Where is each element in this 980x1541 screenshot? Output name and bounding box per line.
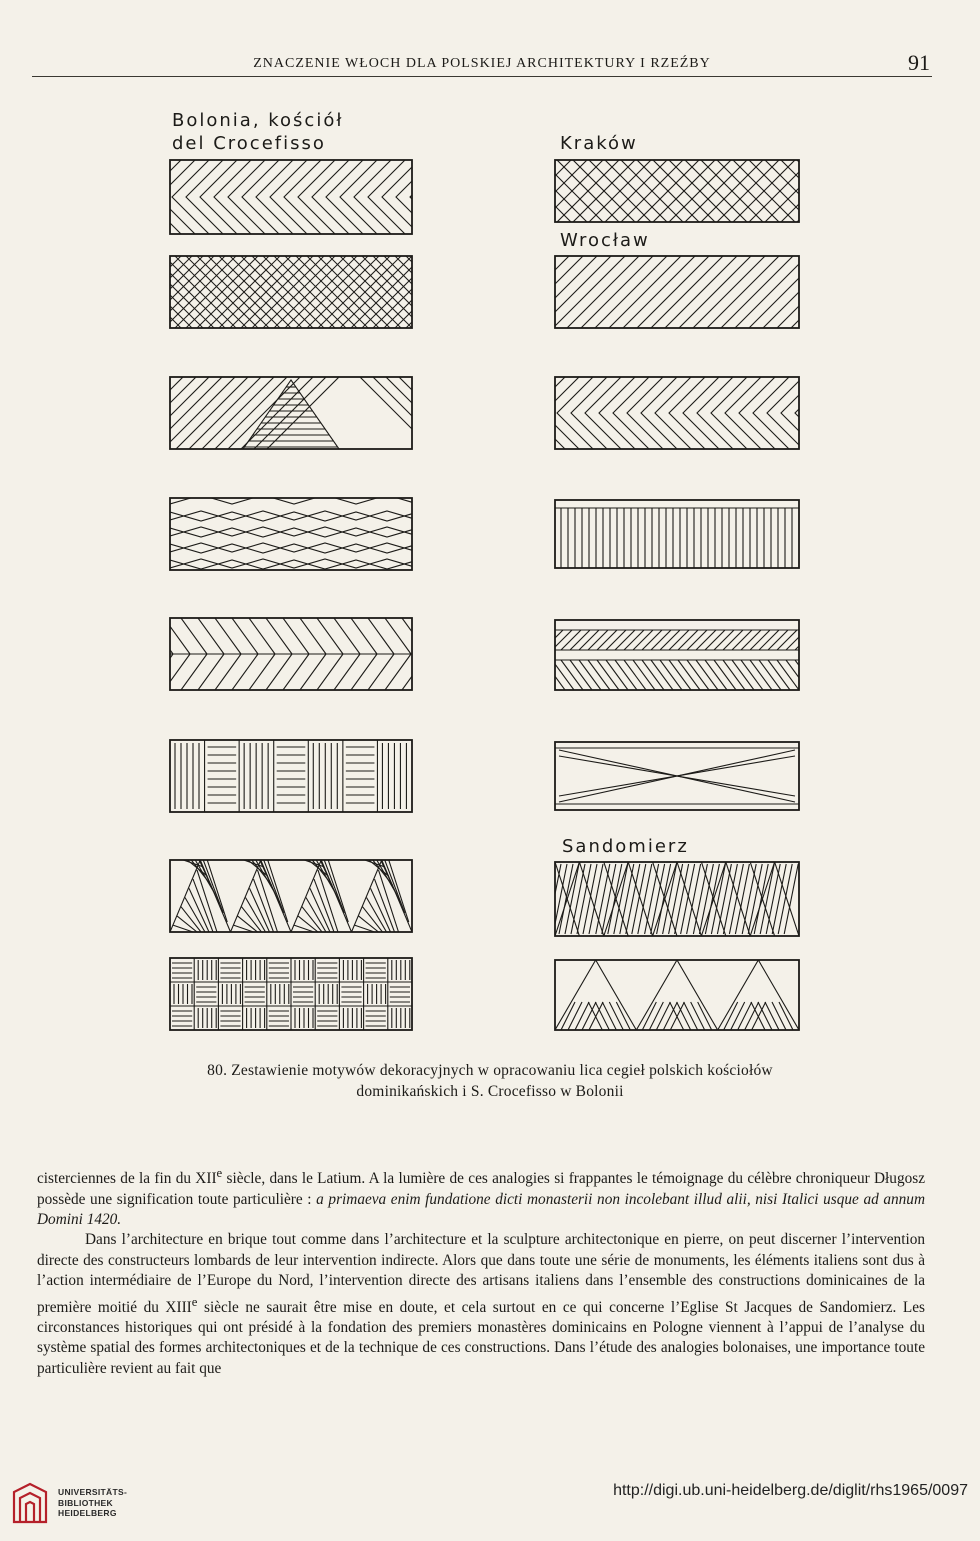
label-bologna-line2: del Crocefisso — [172, 133, 326, 154]
pattern-wroclaw-vertical — [555, 500, 799, 568]
p1-sup: e — [216, 1166, 223, 1180]
p2-text-a: Dans l’architecture en brique tout comme dans l’architecture et la sculpture architectonique en pierre, on peut discerner l’intervention directe des constructeurs lombards de leur intervention indirecte. Alors que dans toute une série de monuments, les éléments italiens sont dus à l’action intermédiaire de l’Europe du Nord, l’intervention directe des artisans italiens dans l’ensemble des constructions dominicaines de la première moitié du XIII — [37, 1231, 925, 1316]
library-name-line2: BIBLIOTHEK — [58, 1497, 113, 1508]
p1-latin-quote: a primaeva enim fundatione dicti monasterii non incolebant illud alii, nisi Italici usque ad annum Domini 1420. — [37, 1190, 925, 1228]
pattern-wroclaw-chevron — [515, 377, 873, 449]
pattern-bologna-triangles-hatched — [170, 860, 412, 932]
pattern-bologna-herringbone — [130, 618, 445, 690]
pattern-bologna-crosshatch — [98, 256, 555, 328]
body-text — [37, 1163, 925, 1379]
paragraph-1 — [37, 1163, 925, 1230]
p2-text-b: siècle ne saurait être mise en doute, et cela surtout en ce qui concerne l’Eglise St Jacques de Sandomierz. Les circonstances historiques qui ont présidé à la fondation des premiers monastères dominicains en Pologne viennent à l’appui de l’analyse du système spatial des formes architectoniques et de la technique de ces constructions. Dans l’étude des analogies bolonaises, une importance toute particulière revient au fait que — [37, 1298, 926, 1377]
pattern-bologna-alternating-blocks — [170, 740, 412, 812]
library-name-line3: HEIDELBERG — [58, 1508, 117, 1518]
pattern-wroclaw-diagonal — [483, 256, 933, 328]
figure-caption — [120, 1060, 860, 1102]
pattern-bologna-triangle — [98, 377, 536, 449]
caption-line-1: 80. Zestawienie motywów dekoracyjnych w opracowaniu lica cegieł polskich kościołów — [207, 1062, 773, 1079]
running-title: ZNACZENIE WŁOCH DLA POLSKIEJ ARCHITEKTURY I RZEŹBY — [253, 56, 711, 71]
library-name-line1: UNIVERSITÄTS- — [58, 1487, 128, 1497]
pattern-wroclaw-x-cross — [555, 742, 799, 810]
pattern-bologna-chevron-1 — [130, 160, 475, 234]
label-krakow: Kraków — [560, 133, 638, 154]
pattern-bologna-basketweave — [170, 958, 412, 1030]
pattern-bologna-zigzag — [170, 495, 418, 570]
page-number: 91 — [908, 50, 930, 75]
label-bologna-line1: Bolonia, kościół — [172, 110, 344, 131]
paragraph-2 — [37, 1230, 925, 1379]
library-logo-icon — [10, 1482, 50, 1526]
source-url[interactable]: http://digi.ub.uni-heidelberg.de/diglit/rhs1965/0097 — [613, 1482, 968, 1499]
label-wroclaw: Wrocław — [560, 230, 650, 251]
p1-text-a: cisterciennes de la fin du XII — [37, 1170, 217, 1188]
pattern-sandomierz-diamonds — [547, 862, 799, 936]
library-name — [58, 1487, 127, 1519]
pattern-krakow-crosshatch — [493, 160, 907, 222]
pattern-sandomierz-triangles — [555, 960, 799, 1030]
caption-line-2: dominikańskich i S. Crocefisso w Bolonii — [356, 1083, 624, 1100]
label-sandomierz: Sandomierz — [562, 836, 689, 857]
p2-sup: e — [191, 1294, 198, 1309]
p1-text-b: siècle, dans le Latium. A la lumière de ces analogies si frappantes le témoignage du célèbre chroniqueur Długosz possède une signification toute particulière : — [37, 1170, 925, 1208]
pattern-wroclaw-banded-diagonal — [525, 620, 844, 690]
